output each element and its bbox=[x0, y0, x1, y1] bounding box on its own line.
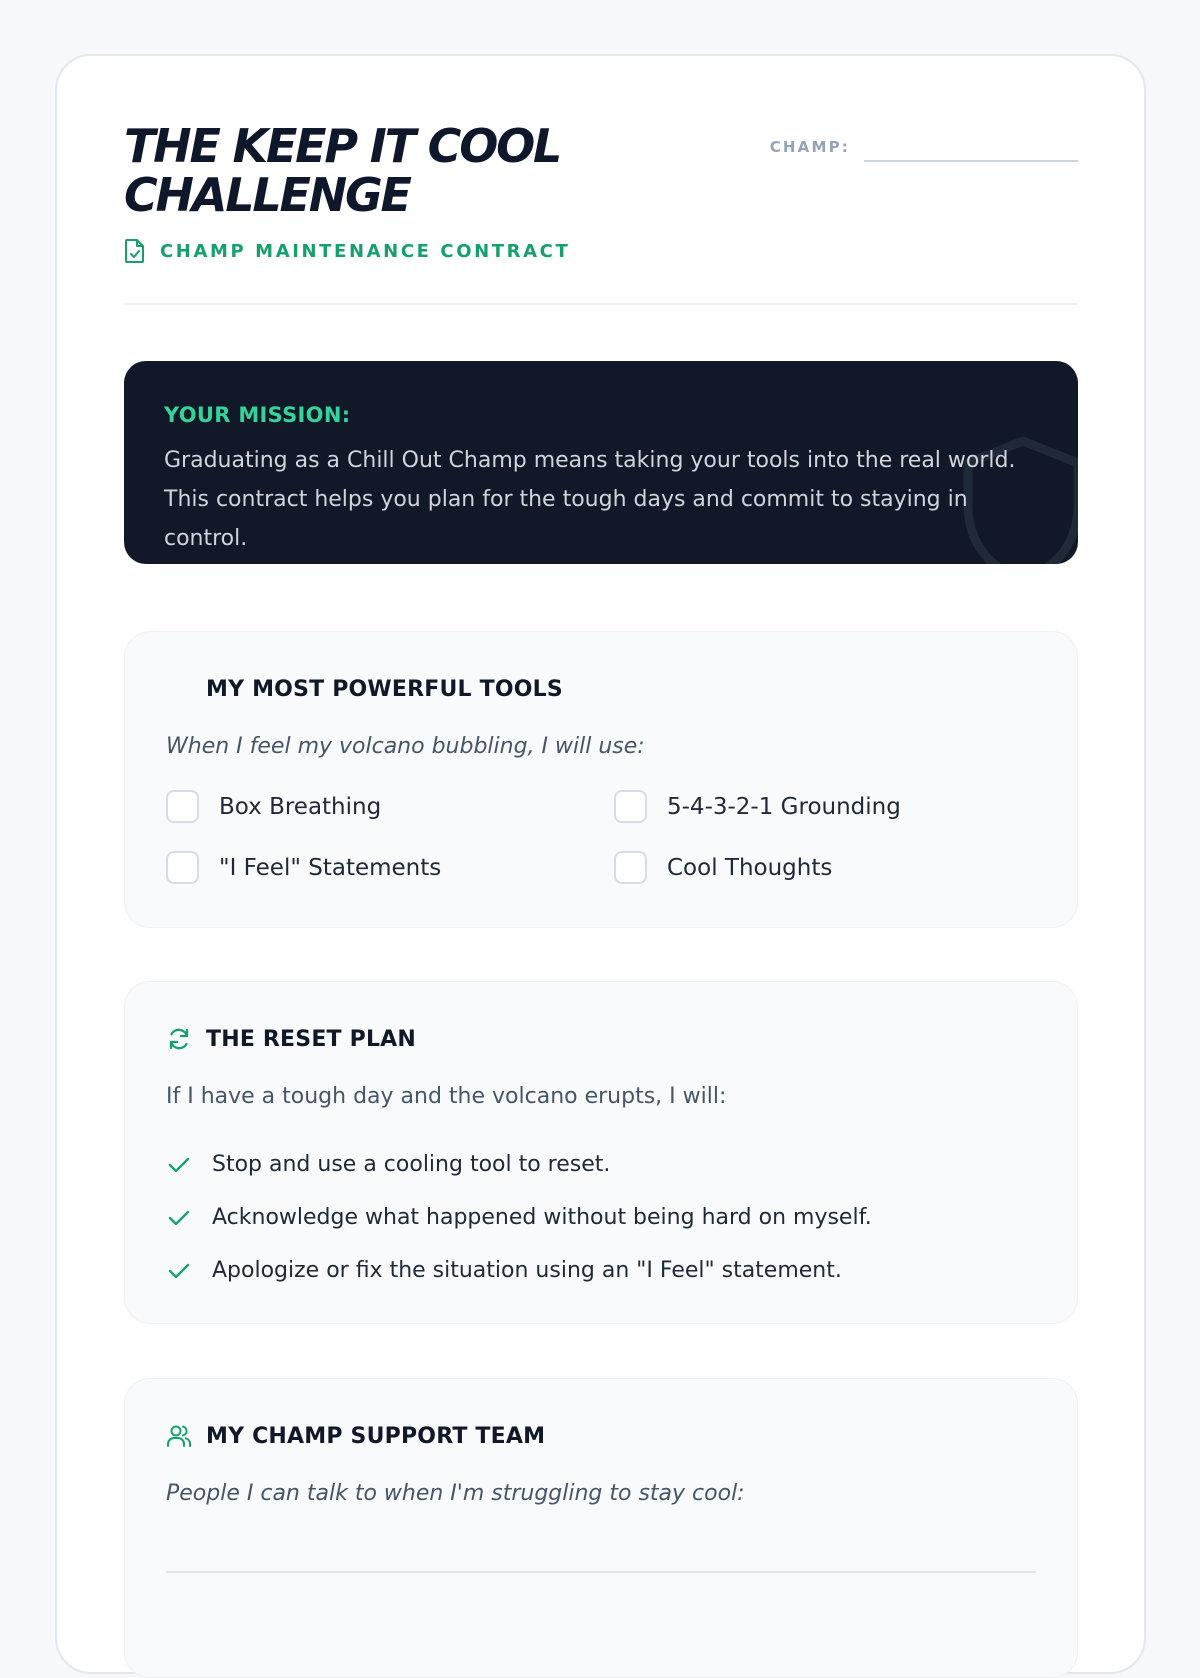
reset-title: THE RESET PLAN bbox=[206, 1026, 416, 1052]
tool-option[interactable] bbox=[614, 851, 1034, 884]
tools-title: MY MOST POWERFUL TOOLS bbox=[206, 676, 563, 702]
tool-option[interactable] bbox=[614, 790, 1034, 823]
tool-label: 5-4-3-2-1 Grounding bbox=[667, 793, 901, 820]
document-check-icon bbox=[124, 238, 146, 264]
check-icon bbox=[166, 1152, 192, 1178]
list-item bbox=[166, 1191, 872, 1244]
champ-name-input[interactable] bbox=[864, 132, 1078, 162]
mission-title: YOUR MISSION: bbox=[164, 403, 351, 427]
support-team-input-line[interactable] bbox=[166, 1571, 1036, 1573]
tool-checkbox[interactable] bbox=[166, 851, 199, 884]
tool-checkbox[interactable] bbox=[614, 790, 647, 823]
check-icon bbox=[166, 1258, 192, 1284]
tools-header bbox=[166, 676, 563, 702]
team-title: MY CHAMP SUPPORT TEAM bbox=[206, 1423, 546, 1449]
tools-section bbox=[124, 631, 1078, 928]
page-title: THE KEEP IT COOL CHALLENGE bbox=[124, 119, 561, 222]
mission-box bbox=[124, 361, 1078, 564]
tool-checkbox[interactable] bbox=[166, 790, 199, 823]
list-item bbox=[166, 1138, 872, 1191]
tool-label: Cool Thoughts bbox=[667, 854, 833, 881]
support-team-section bbox=[124, 1378, 1078, 1678]
tools-icon bbox=[166, 676, 192, 702]
reset-list bbox=[166, 1138, 872, 1297]
champ-field[interactable] bbox=[770, 132, 1078, 162]
tool-option[interactable] bbox=[166, 851, 614, 884]
tool-label: Box Breathing bbox=[219, 793, 382, 820]
tool-option[interactable] bbox=[166, 790, 614, 823]
reset-item-text: Apologize or fix the situation using an "I Feel" statement. bbox=[212, 1258, 842, 1283]
tool-checkbox[interactable] bbox=[614, 851, 647, 884]
subtitle bbox=[124, 238, 570, 264]
reset-header bbox=[166, 1026, 416, 1052]
team-header bbox=[166, 1423, 545, 1449]
tools-list bbox=[166, 790, 1036, 884]
refresh-icon bbox=[166, 1026, 192, 1052]
header-divider bbox=[124, 303, 1078, 305]
tools-prompt: When I feel my volcano bubbling, I will use: bbox=[166, 734, 645, 759]
champ-label: CHAMP: bbox=[769, 138, 850, 156]
reset-section bbox=[124, 981, 1078, 1324]
reset-item-text: Acknowledge what happened without being hard on myself. bbox=[212, 1205, 872, 1230]
header bbox=[124, 120, 1078, 310]
subtitle-text: CHAMP MAINTENANCE CONTRACT bbox=[160, 240, 571, 262]
mission-text: Graduating as a Chill Out Champ means taking your tools into the real world. This contract helps you plan for the tough days and commit to staying in control. bbox=[164, 448, 1016, 551]
reset-item-text: Stop and use a cooling tool to reset. bbox=[212, 1152, 611, 1177]
check-icon bbox=[166, 1205, 192, 1231]
list-item bbox=[166, 1244, 872, 1297]
reset-prompt: If I have a tough day and the volcano erupts, I will: bbox=[166, 1084, 727, 1109]
tool-label: "I Feel" Statements bbox=[219, 854, 442, 881]
users-icon bbox=[166, 1423, 192, 1449]
team-prompt: People I can talk to when I'm struggling to stay cool: bbox=[166, 1481, 745, 1506]
